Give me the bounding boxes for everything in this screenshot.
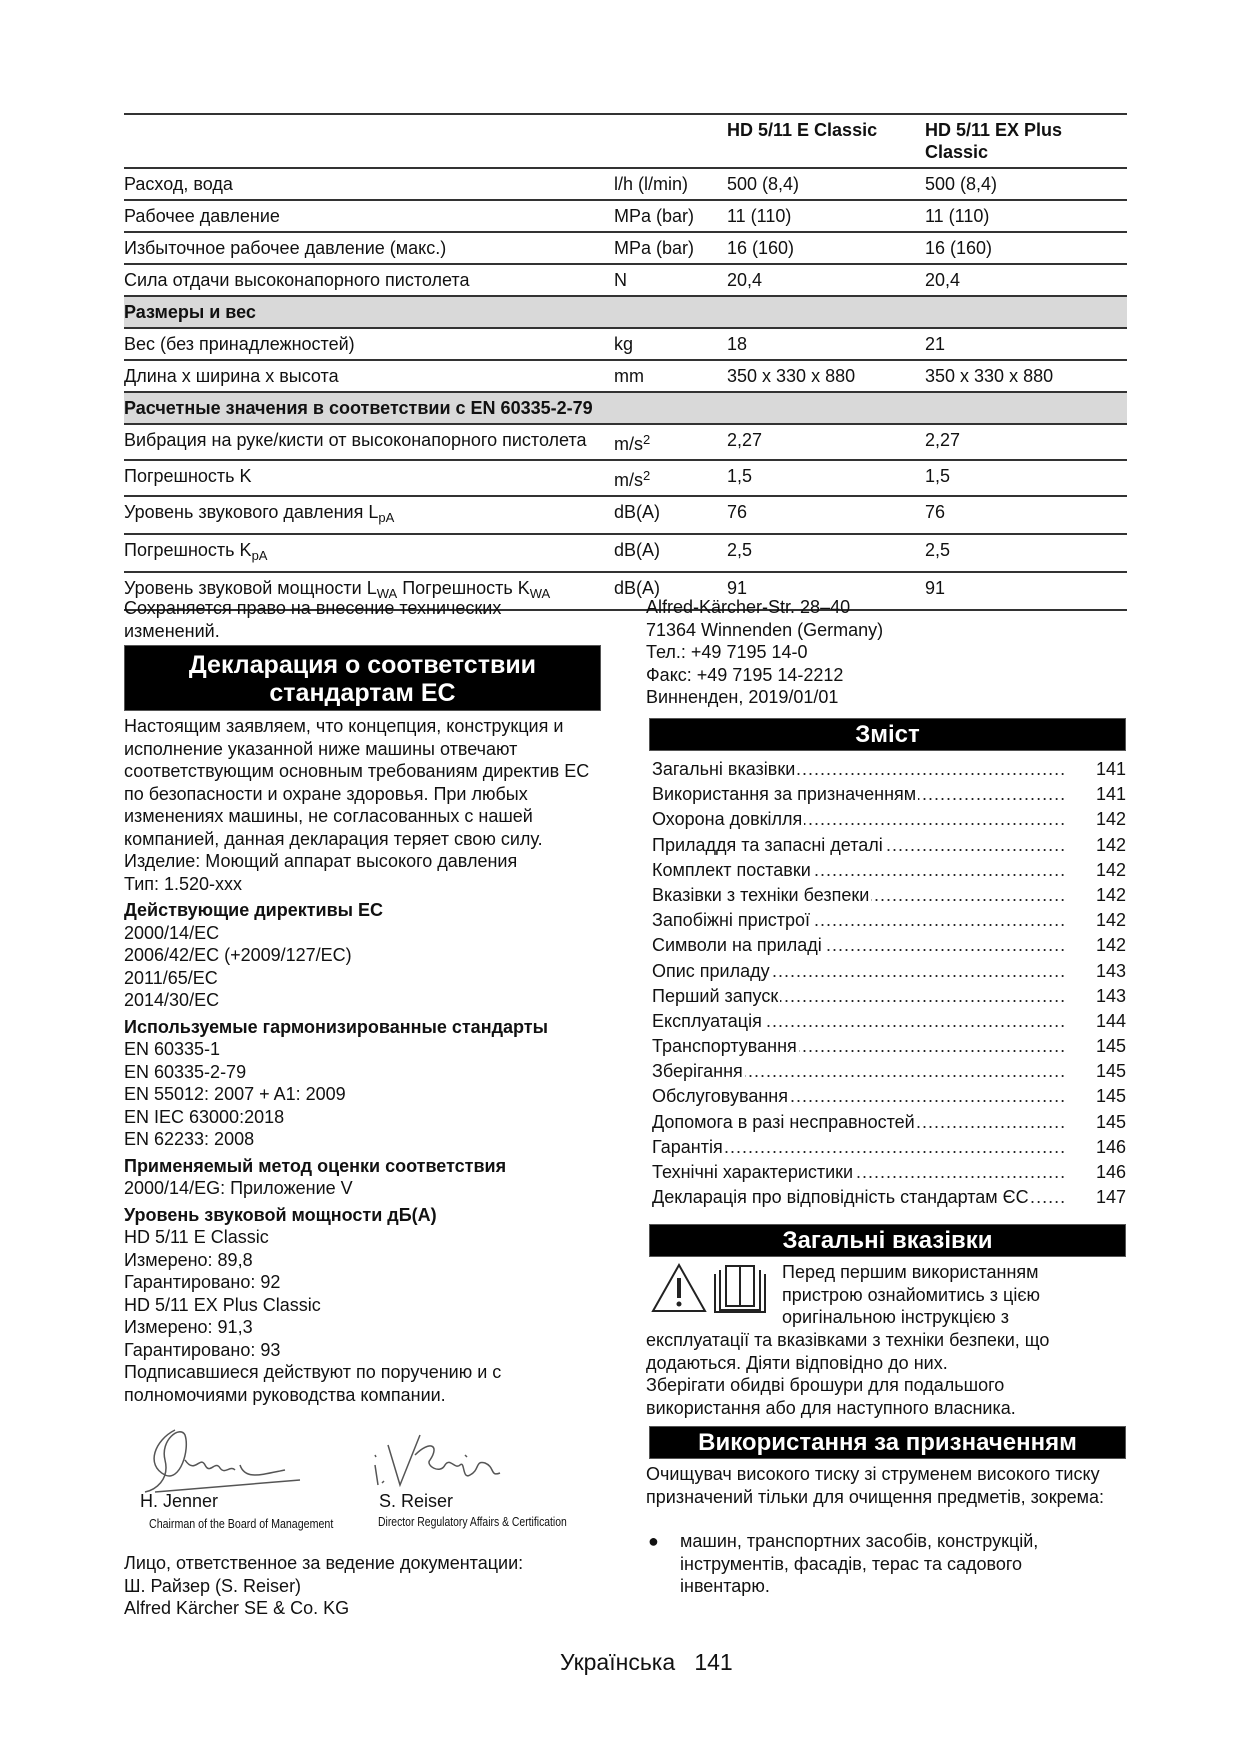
toc-item[interactable] (652, 1059, 1126, 1084)
toc-heading: Зміст (649, 718, 1126, 751)
toc-item[interactable] (652, 908, 1126, 933)
column-header: HD 5/11 E Classic (727, 114, 925, 168)
signer1-role: Chairman of the Board of Management (149, 1516, 334, 1531)
toc-label-text: Декларація про відповідність стандартам ЄС (652, 1187, 1029, 1208)
row-unit: MPa (bar) (614, 232, 727, 264)
standards-title: Используемые гармонизированные стандарты (124, 1016, 548, 1037)
type-line: Тип: 1.520-xxx (124, 873, 243, 894)
toc-page: 141 (1095, 784, 1126, 805)
method-title: Применяемый метод оценки соответствия (124, 1155, 507, 1176)
column-header (614, 114, 727, 168)
value-model-2: 2,27 (925, 424, 1127, 460)
column-header: HD 5/11 EX Plus Classic (925, 114, 1127, 168)
toc-label-text: Гарантія (652, 1136, 723, 1157)
value-model-2: 21 (925, 328, 1127, 360)
toc-item[interactable] (652, 807, 1126, 832)
table-row (124, 232, 1127, 264)
address-line: 71364 Winnenden (Germany) (646, 619, 884, 640)
toc-label-text: Використання за призначенням (652, 784, 917, 805)
subscript: pA (251, 548, 268, 563)
value-model-1: 2,5 (727, 534, 925, 572)
toc-page: 141 (1095, 759, 1126, 779)
value-model-2: 350 x 330 x 880 (925, 360, 1127, 392)
toc-page: 146 (1095, 1136, 1126, 1157)
column-header (124, 114, 614, 168)
toc-label (652, 1110, 1067, 1135)
toc-page: 144 (1095, 1010, 1126, 1031)
toc-item[interactable] (652, 1084, 1126, 1109)
responsible-person (124, 1552, 523, 1620)
toc-label-text: Вказівки з техніки безпеки (652, 884, 870, 905)
address-line: Тел.: +49 7195 14-0 (646, 642, 808, 662)
value-model-1: 76 (727, 496, 925, 534)
toc-item[interactable] (652, 833, 1126, 858)
value-model-1: 1,5 (727, 460, 925, 496)
technical-data-table (124, 113, 1127, 611)
toc-label-text: Транспортування (652, 1036, 797, 1057)
value-model-1: 18 (727, 328, 925, 360)
row-label: Уровень звукового давления $L_{pA}$ (124, 496, 614, 534)
toc-label (652, 833, 1067, 858)
standard-item: EN 55012: 2007 + A1: 2009 (124, 1084, 346, 1104)
table-section-row (124, 392, 1127, 424)
usage-bullet: машин, транспортних засобів, конструкцій, інструментів, фасадів, терас та садового інвентарю. (680, 1531, 1039, 1596)
toc-page: 142 (1095, 859, 1126, 880)
sound-item: Измерено: 91,3 (124, 1317, 253, 1337)
toc-page: 145 (1095, 1111, 1126, 1132)
row-unit: MPa (bar) (614, 200, 727, 232)
standards-list (124, 1038, 604, 1151)
warning-triangle-icon (650, 1262, 708, 1314)
toc-page: 145 (1095, 1086, 1126, 1107)
value-model-2: 76 (925, 496, 1127, 534)
signers-note: Подписавшиеся действуют по поручению и с полномочиями руководства компании. (124, 1362, 502, 1405)
row-unit: N (614, 264, 727, 296)
responsible-line: Ш. Райзер (S. Reiser) (124, 1575, 302, 1596)
toc-label (652, 1135, 1067, 1160)
row-label: Избыточное рабочее давление (макс.) (124, 232, 614, 264)
toc-item[interactable] (652, 858, 1126, 883)
toc-item[interactable] (652, 1009, 1126, 1034)
toc-label-text: Опис приладу (652, 960, 770, 981)
value-model-2: 1,5 (925, 460, 1127, 496)
sound-item: HD 5/11 E Classic (124, 1227, 269, 1247)
signer2-role: Director Regulatory Affairs & Certification (378, 1514, 567, 1529)
general-text-1: Перед першим використанням пристрою ознайомитись з цією оригінальною інструкцією з (782, 1262, 1041, 1327)
superscript: 2 (643, 468, 651, 483)
responsible-line: Alfred Kärcher SE & Co. KG (124, 1598, 350, 1618)
signer2-name: S. Reiser (379, 1491, 454, 1511)
row-label: Погрешность K (124, 460, 614, 496)
row-unit: $m/s^2$ (614, 424, 727, 460)
row-label: Рабочее давление (124, 200, 614, 232)
table-row (124, 460, 1127, 496)
subscript: WA (529, 586, 551, 601)
table-row (124, 168, 1127, 200)
value-model-1: 500 (8,4) (727, 168, 925, 200)
sound-item: Гарантировано: 92 (124, 1272, 281, 1292)
section-title: Расчетные значения в соответствии с EN 60335-2-79 (124, 392, 1127, 424)
subscript: pA (378, 510, 395, 525)
usage-text: Очищувач високого тиску зі струменем високого тиску призначений тільки для очищення предметів, зокрема: (646, 1464, 1104, 1507)
toc-label (652, 807, 1067, 832)
toc-label-text: Зберігання (652, 1061, 743, 1082)
table-row (124, 424, 1127, 460)
value-model-1: 11 (110) (727, 200, 925, 232)
sound-item: Измерено: 89,8 (124, 1249, 253, 1270)
table-row (124, 328, 1127, 360)
row-unit: $m/s^2$ (614, 460, 727, 496)
toc-item[interactable] (652, 984, 1126, 1009)
toc-label (652, 1160, 1067, 1185)
toc-label-text: Технічні характеристики (652, 1162, 854, 1182)
directive-item: 2011/65/EC (124, 967, 218, 988)
standard-item: EN IEC 63000:2018 (124, 1106, 285, 1127)
toc-page: 142 (1095, 935, 1126, 956)
row-label: Погрешность $K_{pA}$ (124, 534, 614, 572)
address-line: Факс: +49 7195 14-2212 (646, 664, 844, 685)
toc-item[interactable] (652, 757, 1126, 782)
row-label: Вес (без принадлежностей) (124, 328, 614, 360)
toc-label-text: Охорона довкілля (652, 809, 803, 830)
toc-page: 142 (1095, 834, 1126, 855)
declaration-heading: Декларация о соответствии стандартам ЕС (124, 645, 601, 711)
toc-label-text: Експлуатація (652, 1010, 762, 1031)
table-row (124, 200, 1127, 232)
toc-item[interactable] (652, 782, 1126, 807)
table-row (124, 264, 1127, 296)
table-row (124, 496, 1127, 534)
row-label: Расход, вода (124, 168, 614, 200)
signature-jenner (135, 1420, 305, 1495)
standard-item: EN 60335-1 (124, 1039, 221, 1059)
usage-heading: Використання за призначенням (649, 1426, 1126, 1459)
row-unit: dB(A) (614, 534, 727, 572)
toc-item[interactable] (652, 1185, 1126, 1210)
company-address (646, 596, 883, 709)
table-section-row (124, 296, 1127, 328)
row-unit: dB(A) (614, 572, 727, 610)
toc-label-text: Допомога в разі несправностей (652, 1111, 915, 1132)
value-model-1: 20,4 (727, 264, 925, 296)
row-unit: kg (614, 328, 727, 360)
toc-label (652, 1034, 1067, 1059)
row-unit: dB(A) (614, 496, 727, 534)
toc-label-text: Запобіжні пристрої (652, 910, 811, 931)
bullet-icon: ● (648, 1531, 659, 1551)
table-row (124, 534, 1127, 572)
toc-label (652, 1059, 1067, 1084)
value-model-1: 2,27 (727, 424, 925, 460)
value-model-2: 91 (925, 572, 1127, 610)
toc-item[interactable] (652, 959, 1126, 984)
row-label: Сила отдачи высоконапорного пистолета (124, 264, 614, 296)
value-model-2: 20,4 (925, 264, 1127, 296)
declaration-intro: Настоящим заявляем, что концепция, конструкция и исполнение указанной ниже машины отвечают соответствующим основным требованиям директив ЕС по безопасности и охране здоровья. При любых изменениях машины, не согласованных с нашей компанией, данная декларация теряет свою силу. (124, 716, 590, 849)
address-line: Винненден, 2019/01/01 (646, 687, 839, 707)
sound-list (124, 1226, 604, 1361)
row-label: Уровень звуковой мощности $L_{WA}$ Погрешность $K_{WA}$ (124, 572, 614, 610)
toc-label-text: Символи на приладі (652, 935, 822, 956)
value-model-2: 2,5 (925, 534, 1127, 572)
sound-item: HD 5/11 EX Plus Classic (124, 1294, 321, 1315)
product-line: Изделие: Моющий аппарат высокого давления (124, 851, 518, 871)
toc-label (652, 1185, 1067, 1210)
signature-reiser (370, 1425, 520, 1490)
page-number: 141 (694, 1649, 733, 1675)
toc-label (652, 984, 1067, 1009)
general-heading: Загальні вказівки (649, 1224, 1126, 1257)
toc-item[interactable] (652, 933, 1126, 958)
row-unit: mm (614, 360, 727, 392)
toc-label (652, 883, 1067, 908)
directives-title: Действующие директивы ЕС (124, 900, 384, 920)
section-title: Размеры и вес (124, 296, 1127, 328)
row-unit: l/h (l/min) (614, 168, 727, 200)
directives-list (124, 922, 604, 1012)
value-model-1: 91 (727, 572, 925, 610)
directive-item: 2000/14/EC (124, 922, 220, 943)
toc-page: 145 (1095, 1036, 1126, 1057)
value-model-2: 16 (160) (925, 232, 1127, 264)
row-label: Вибрация на руке/кисти от высоконапорного пистолета (124, 424, 614, 460)
toc-label (652, 757, 1067, 782)
table-header-row (124, 114, 1127, 168)
declaration-body (124, 715, 604, 1406)
address-line: Alfred-Kärcher-Str. 28–40 (646, 597, 851, 617)
toc-page: 142 (1095, 910, 1126, 931)
sound-item: Гарантировано: 93 (124, 1339, 281, 1360)
change-notice: Сохраняется право на внесение технических изменений. (124, 598, 502, 641)
standard-item: EN 62233: 2008 (124, 1129, 255, 1149)
toc-page: 146 (1095, 1162, 1126, 1182)
manual-book-icon (712, 1262, 768, 1314)
superscript: 2 (643, 432, 651, 447)
value-model-1: 350 x 330 x 880 (727, 360, 925, 392)
toc-page: 147 (1095, 1187, 1126, 1208)
toc-item[interactable] (652, 1034, 1126, 1059)
toc-label (652, 908, 1067, 933)
page-footer (560, 1649, 733, 1676)
sound-title: Уровень звуковой мощности дБ(А) (124, 1204, 437, 1225)
toc-label (652, 782, 1067, 807)
toc-page: 143 (1095, 960, 1126, 981)
toc-label-text: Комплект поставки (652, 859, 811, 880)
signer1-name: H. Jenner (140, 1491, 219, 1511)
toc-label-text: Перший запуск (652, 985, 779, 1006)
general-text-3: Зберігати обидві брошури для подальшого використання або для наступного власника. (646, 1375, 1016, 1418)
toc-label (652, 1009, 1067, 1034)
toc-label (652, 959, 1067, 984)
standard-item: EN 60335-2-79 (124, 1061, 247, 1082)
responsible-line: Лицо, ответственное за ведение документации: (124, 1553, 524, 1573)
toc-label-text: Приладдя та запасні деталі (652, 834, 883, 855)
general-text-2: експлуатації та вказівками з техніки безпеки, що додаються. Діяти відповідно до них. (646, 1330, 1050, 1373)
toc-page: 142 (1095, 884, 1126, 905)
toc-item[interactable] (652, 1160, 1126, 1185)
toc-label (652, 1084, 1067, 1109)
toc-item[interactable] (652, 883, 1126, 908)
value-model-2: 11 (110) (925, 200, 1127, 232)
directive-item: 2014/30/EC (124, 990, 220, 1010)
directive-item: 2006/42/EC (+2009/127/EC) (124, 945, 352, 965)
footer-language: Українська (560, 1649, 676, 1675)
row-label: Длина x ширина x высота (124, 360, 614, 392)
table-of-contents (652, 757, 1126, 1210)
value-model-1: 16 (160) (727, 232, 925, 264)
toc-label-text: Обслуговування (652, 1086, 788, 1107)
toc-page: 143 (1095, 985, 1126, 1006)
toc-label-text: Загальні вказівки (652, 759, 796, 779)
subscript: WA (376, 586, 398, 601)
toc-item[interactable] (652, 1135, 1126, 1160)
toc-item[interactable] (652, 1110, 1126, 1135)
table-row (124, 360, 1127, 392)
toc-page: 142 (1095, 809, 1126, 830)
toc-page: 145 (1095, 1061, 1126, 1082)
method-value: 2000/14/EG: Приложение V (124, 1178, 353, 1198)
toc-label (652, 933, 1067, 958)
value-model-2: 500 (8,4) (925, 168, 1127, 200)
toc-label (652, 858, 1067, 883)
